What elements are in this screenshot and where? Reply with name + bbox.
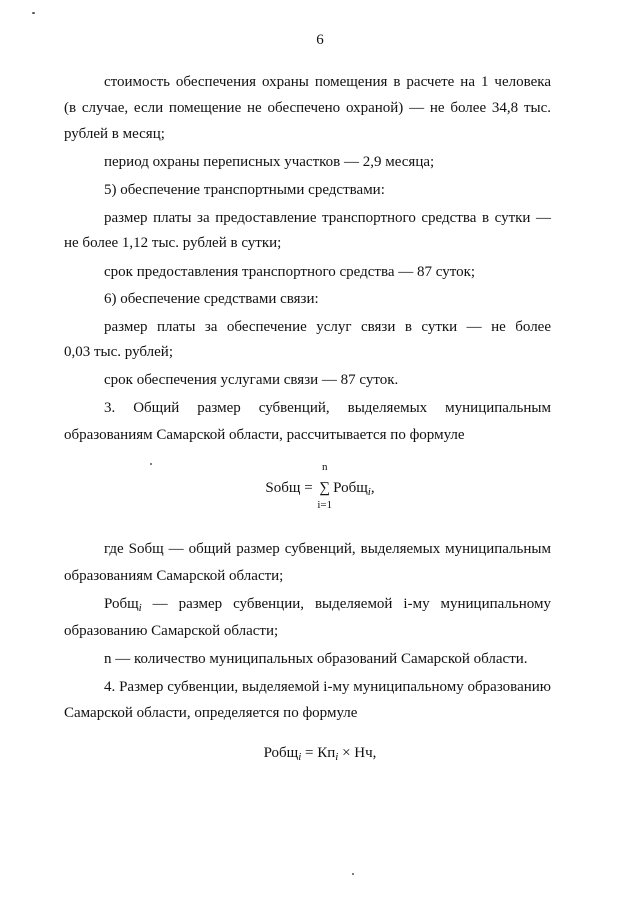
formula-tail: , — [370, 480, 375, 496]
paragraph-line: 3. Общий размер субвенций, выделяемых муниципальным — [104, 400, 551, 416]
formula2-rest: × Нч, — [338, 745, 377, 761]
formula-term-subscript: i — [367, 486, 371, 498]
sum-upper-limit: n — [322, 461, 328, 474]
formula-lhs: Sобщ = — [265, 480, 317, 496]
term-robsch: Робщ — [104, 596, 139, 612]
paragraph-line: Самарской области, определяется по формуле — [64, 705, 358, 721]
formula-subvention-per-municipality — [0, 745, 640, 763]
formula2-lhs-subscript: i — [298, 751, 302, 763]
paragraph-line: срок обеспечения услугами связи — 87 суток. — [104, 372, 399, 388]
paragraph-line: 5) обеспечение транспортными средствами: — [104, 182, 385, 198]
sum-lower-limit: i=1 — [317, 499, 333, 512]
paragraph-line: 4. Размер субвенции, выделяемой i-му муниципальному образованию — [104, 679, 551, 695]
paragraph-line: (в случае, если помещение не обеспечено охраной) — не более 34,8 тыс. — [64, 100, 551, 116]
formula2-kp-subscript: i — [335, 751, 339, 763]
paragraph-line: размер платы за предоставление транспортного средства в сутки — — [104, 210, 551, 226]
paragraph-line: рублей в месяц; — [64, 126, 165, 142]
formula2-lhs: Робщ — [263, 745, 299, 761]
sum-sign: ∑ — [319, 480, 331, 497]
formula2-eq: = Кп — [301, 745, 336, 761]
paragraph-line — [64, 593, 551, 620]
paragraph-line: срок предоставления транспортного средства — 87 суток; — [104, 264, 476, 280]
scan-speck — [32, 12, 35, 14]
paragraph-line: где Sобщ — общий размер субвенций, выделяемых муниципальным — [104, 541, 551, 557]
paragraph-line: образованию Самарской области; — [64, 623, 279, 639]
paragraph-line: 0,03 тыс. рублей; — [64, 344, 173, 360]
paragraph-line: образованиям Самарской области; — [64, 568, 284, 584]
paragraph-line: образованиям Самарской области, рассчитывается по формуле — [64, 427, 465, 443]
paragraph-line: период охраны переписных участков — 2,9 месяца; — [104, 154, 435, 170]
paragraph-line: стоимость обеспечения охраны помещения в расчете на 1 человека — [104, 74, 551, 90]
paragraph-line: n — количество муниципальных образований Самарской области. — [104, 651, 528, 667]
term-robsch-subscript: i — [138, 602, 142, 614]
page-number: 6 — [316, 32, 324, 48]
paragraph-line: размер платы за обеспечение услуг связи в сутки — не более — [104, 319, 551, 335]
paragraph-line: не более 1,12 тыс. рублей в сутки; — [64, 235, 282, 251]
summation — [317, 461, 333, 512]
formula-total-subvention — [0, 461, 640, 512]
term-robsch-definition: — размер субвенции, выделяемой i-му муниципальному — [141, 596, 551, 612]
paragraph-line: 6) обеспечение средствами связи: — [104, 291, 319, 307]
formula-term: Робщ — [333, 480, 368, 496]
scan-speck — [352, 873, 354, 875]
scan-speck — [150, 463, 152, 465]
